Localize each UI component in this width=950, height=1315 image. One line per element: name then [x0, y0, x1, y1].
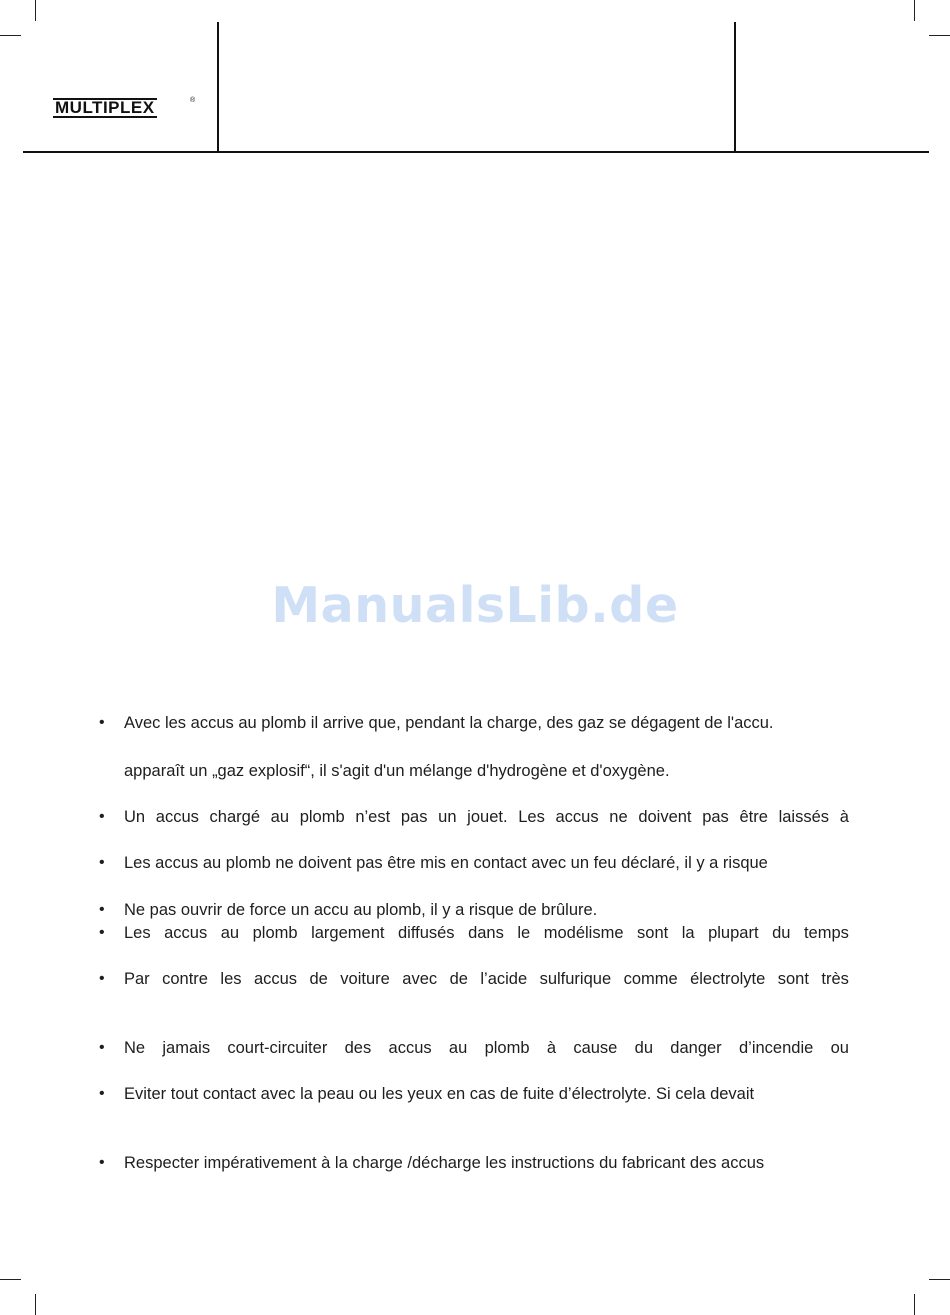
crop-mark — [914, 1294, 915, 1315]
word: au — [270, 808, 290, 826]
bullet-icon: • — [99, 1039, 105, 1056]
word: électrolyte — [690, 970, 766, 988]
word: les — [220, 970, 242, 988]
header-divider-right — [734, 22, 736, 152]
word: comme — [623, 970, 678, 988]
crop-mark — [929, 35, 950, 36]
crop-mark — [35, 1294, 36, 1315]
word: du — [772, 924, 791, 942]
word: sont — [637, 924, 669, 942]
bullet-icon: • — [99, 1085, 105, 1102]
text-line: Les accus au plomb ne doivent pas être mis en contact avec un feu déclaré, il y a risque — [124, 854, 768, 872]
word: de — [449, 970, 468, 988]
word: jouet. — [467, 808, 508, 826]
registered-mark: ® — [190, 97, 196, 104]
word: au — [220, 924, 240, 942]
text-line — [124, 1038, 849, 1058]
word: jamais — [162, 1039, 211, 1057]
word: être — [739, 808, 768, 826]
text-line: Eviter tout contact avec la peau ou les yeux en cas de fuite d’électrolyte. Si cela devait — [124, 1085, 755, 1103]
word: du — [634, 1039, 653, 1057]
header-rule — [23, 151, 929, 153]
word: d’incendie — [738, 1039, 814, 1057]
word: le — [517, 924, 531, 942]
word: à — [839, 808, 849, 826]
text-line: Avec les accus au plomb il arrive que, pendant la charge, des gaz se dégagent de l'accu. — [124, 714, 774, 732]
word: à — [546, 1039, 557, 1057]
bullet-icon: • — [99, 808, 105, 825]
word: au — [448, 1039, 468, 1057]
text-line: apparaît un „gaz explosif“, il s'agit d'un mélange d'hydrogène et d'oxygène. — [124, 762, 670, 780]
word: Ne — [124, 1039, 146, 1057]
crop-mark — [914, 0, 915, 21]
text-line: Respecter impérativement à la charge /décharge les instructions du fabricant des accus — [124, 1154, 765, 1172]
word: cause — [573, 1039, 618, 1057]
text-line — [124, 969, 849, 989]
word: Par — [124, 970, 150, 988]
word: Les — [124, 924, 151, 942]
bullet-icon: • — [99, 714, 105, 731]
word: accus — [164, 924, 208, 942]
text-line: Ne pas ouvrir de force un accu au plomb, il y a risque de brûlure. — [124, 901, 598, 919]
word: largement — [311, 924, 385, 942]
bullet-icon: • — [99, 1154, 105, 1171]
word: ne — [609, 808, 628, 826]
word: des — [344, 1039, 372, 1057]
bullet-icon: • — [99, 924, 105, 941]
bullet-icon: • — [99, 901, 105, 918]
word: ou — [830, 1039, 849, 1057]
word: accus — [155, 808, 199, 826]
word: danger — [670, 1039, 722, 1057]
word: pas — [400, 808, 428, 826]
crop-mark — [0, 1279, 21, 1280]
word: de — [309, 970, 328, 988]
word: accus — [555, 808, 599, 826]
word: accus — [253, 970, 298, 988]
word: Un — [124, 808, 146, 826]
text-line — [124, 807, 849, 827]
brand-logo: MULTIPLEX — [55, 98, 155, 117]
word: avec — [402, 970, 438, 988]
header-divider-left — [217, 22, 219, 152]
word: un — [438, 808, 457, 826]
word: accus — [388, 1039, 432, 1057]
watermark: ManualsLib.de — [271, 577, 679, 634]
word: dans — [468, 924, 504, 942]
word: doivent — [638, 808, 692, 826]
word: l’acide — [480, 970, 528, 988]
crop-mark — [0, 35, 21, 36]
word: contre — [162, 970, 208, 988]
word: très — [821, 970, 849, 988]
word: voiture — [340, 970, 390, 988]
word: chargé — [209, 808, 260, 826]
word: plomb — [252, 924, 298, 942]
word: diffusés — [397, 924, 455, 942]
word: court-circuiter — [227, 1039, 328, 1057]
bullet-icon: • — [99, 970, 105, 987]
word: plomb — [299, 808, 345, 826]
crop-mark — [35, 0, 36, 21]
word: plupart — [708, 924, 759, 942]
word: plomb — [484, 1039, 530, 1057]
text-line — [124, 923, 849, 943]
crop-mark — [929, 1279, 950, 1280]
word: n’est — [355, 808, 391, 826]
word: pas — [702, 808, 729, 826]
bullet-icon: • — [99, 854, 105, 871]
word: modélisme — [543, 924, 624, 942]
word: la — [681, 924, 695, 942]
word: sulfurique — [539, 970, 612, 988]
word: Les — [518, 808, 545, 826]
word: laissés — [778, 808, 830, 826]
word: temps — [803, 924, 849, 942]
word: sont — [777, 970, 809, 988]
